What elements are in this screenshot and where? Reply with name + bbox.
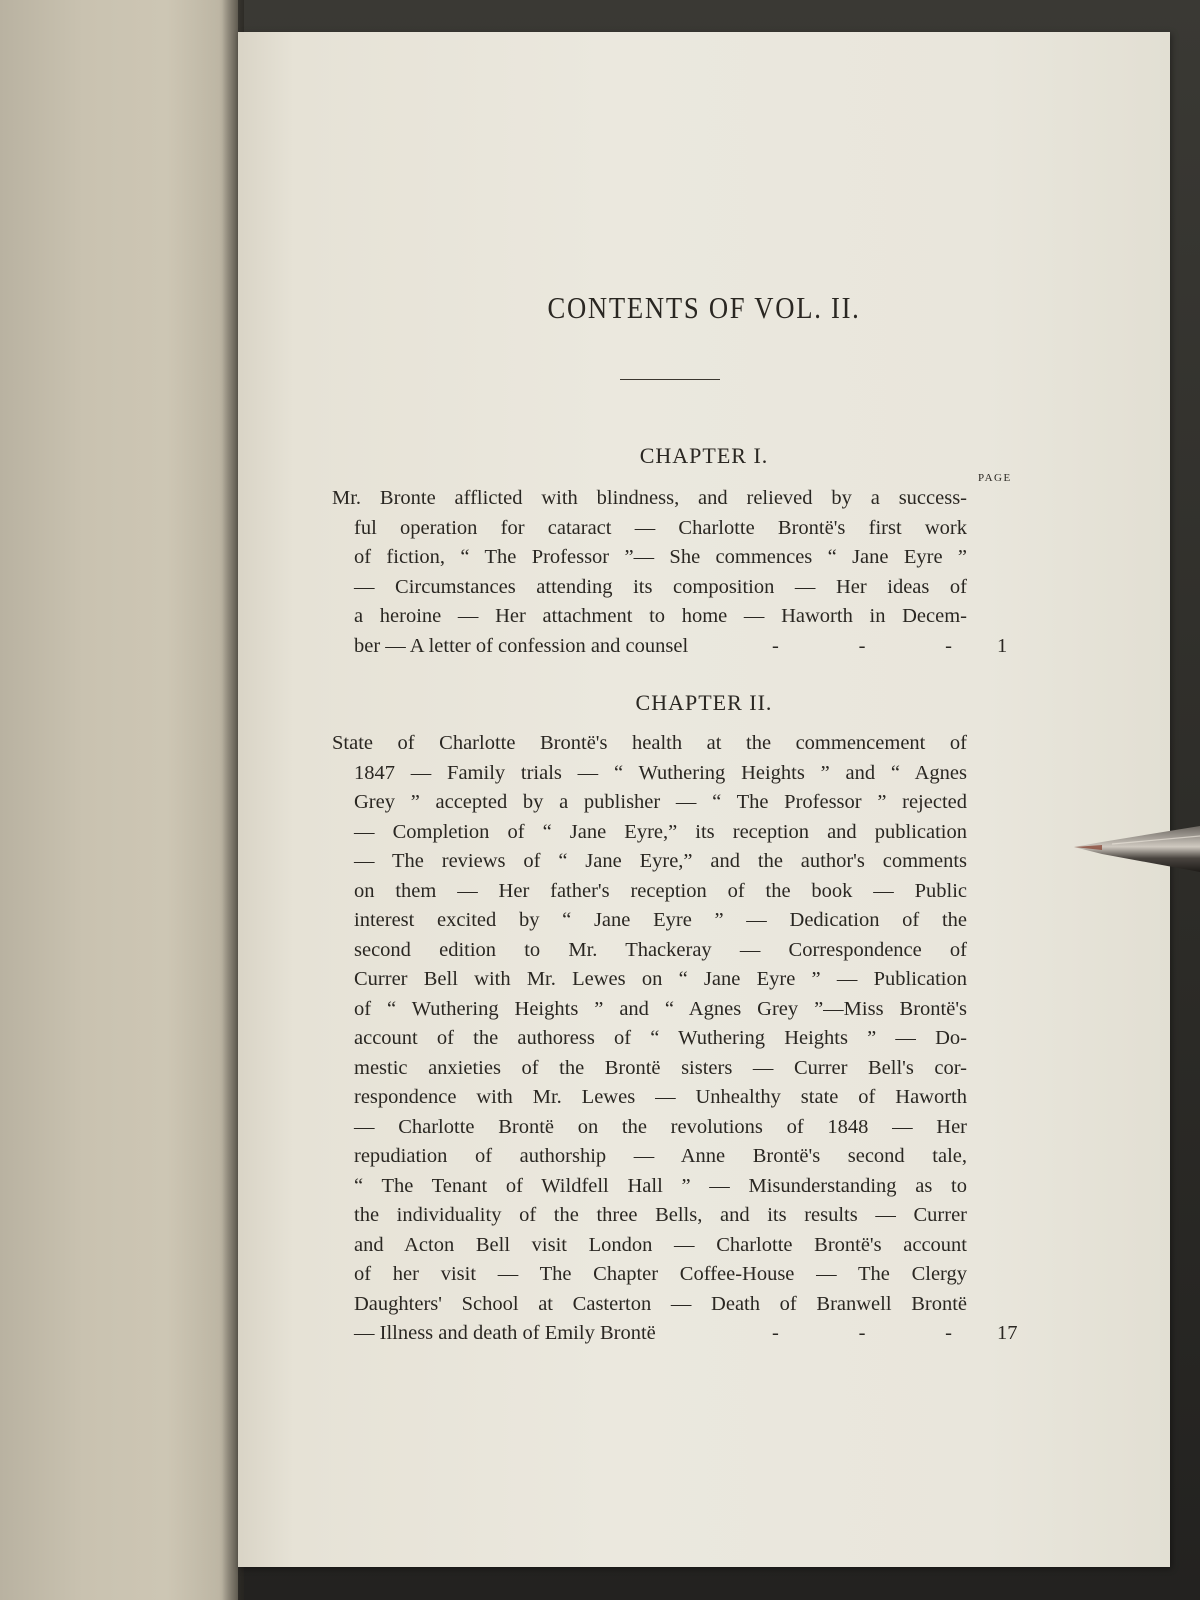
title-rule [620, 379, 720, 380]
leader-mark: - [945, 1322, 952, 1344]
summary-line: the individuality of the three Bells, and its results — Currer [354, 1204, 967, 1226]
leader-mark: - [772, 634, 779, 657]
summary-line: — Charlotte Brontë on the revolutions of 1848 — Her [354, 1115, 967, 1138]
summary-line: interest excited by “ Jane Eyre ” — Dedication of the [354, 909, 967, 931]
page-title: CONTENTS OF VOL. II. [547, 290, 861, 325]
summary-line: ful operation for cataract — Charlotte Brontë's first work [354, 516, 967, 539]
chapter-1-summary [332, 484, 967, 661]
summary-line: second edition to Mr. Thackeray — Correspondence of [354, 938, 967, 961]
chapter-2-summary [332, 729, 967, 1349]
summary-line: on them — Her father's reception of the book — Public [354, 879, 967, 902]
chapter-heading: CHAPTER II. [635, 690, 773, 715]
summary-line: of fiction, “ The Professor ”— She commences “ Jane Eyre ” [354, 546, 967, 568]
summary-line-last [332, 632, 967, 662]
leader-mark: - [858, 1322, 866, 1344]
summary-line: repudiation of authorship — Anne Brontë's second tale, [354, 1145, 967, 1167]
chapter-2-page-number: 17 [997, 1322, 1018, 1344]
book-page [238, 32, 1170, 1567]
summary-line: Grey ” accepted by a publisher — “ The Professor ” rejected [354, 791, 967, 813]
dot-leaders [772, 632, 952, 662]
leader-mark: - [772, 1322, 779, 1344]
summary-line: State of Charlotte Brontë's health at the commencement of [332, 732, 967, 754]
leader-mark: - [945, 634, 952, 657]
summary-line: Currer Bell with Mr. Lewes on “ Jane Eyre ” — Publication [354, 968, 967, 990]
summary-line: a heroine — Her attachment to home — Haworth in Decem- [354, 605, 967, 627]
summary-line: account of the authoress of “ Wuthering Heights ” — Do- [354, 1027, 967, 1049]
pen-nib-icon [1072, 820, 1200, 876]
summary-line: respondence with Mr. Lewes — Unhealthy state of Haworth [354, 1086, 967, 1108]
summary-line: of “ Wuthering Heights ” and “ Agnes Grey ”—Miss Brontë's [354, 997, 967, 1020]
leader-mark: - [858, 634, 866, 657]
left-page [0, 0, 238, 1600]
summary-line: and Acton Bell visit London — Charlotte Brontë's account [354, 1233, 967, 1256]
summary-line: — Completion of “ Jane Eyre,” its reception and publication [354, 820, 967, 843]
summary-line: “ The Tenant of Wildfell Hall ” — Misunderstanding as to [354, 1174, 967, 1197]
summary-line: mestic anxieties of the Brontë sisters — Currer Bell's cor- [354, 1056, 967, 1079]
summary-line: of her visit — The Chapter Coffee-House — The Clergy [354, 1263, 967, 1285]
page-column-label: PAGE [978, 472, 1012, 484]
summary-line-text: ber — A letter of confession and counsel [354, 634, 689, 657]
dot-leaders [772, 1319, 952, 1349]
summary-line: — Circumstances attending its composition — Her ideas of [354, 575, 967, 598]
summary-line: Daughters' School at Casterton — Death of Branwell Brontë [354, 1292, 967, 1315]
summary-line: Mr. Bronte afflicted with blindness, and relieved by a success- [332, 487, 967, 509]
summary-line-text: — Illness and death of Emily Brontë [354, 1322, 656, 1344]
summary-line: 1847 — Family trials — “ Wuthering Heights ” and “ Agnes [354, 761, 967, 784]
summary-line: — The reviews of “ Jane Eyre,” and the author's comments [354, 850, 967, 872]
summary-line-last [332, 1319, 967, 1349]
chapter-heading: CHAPTER I. [639, 443, 769, 468]
chapter-1-page-number: 1 [997, 634, 1008, 657]
